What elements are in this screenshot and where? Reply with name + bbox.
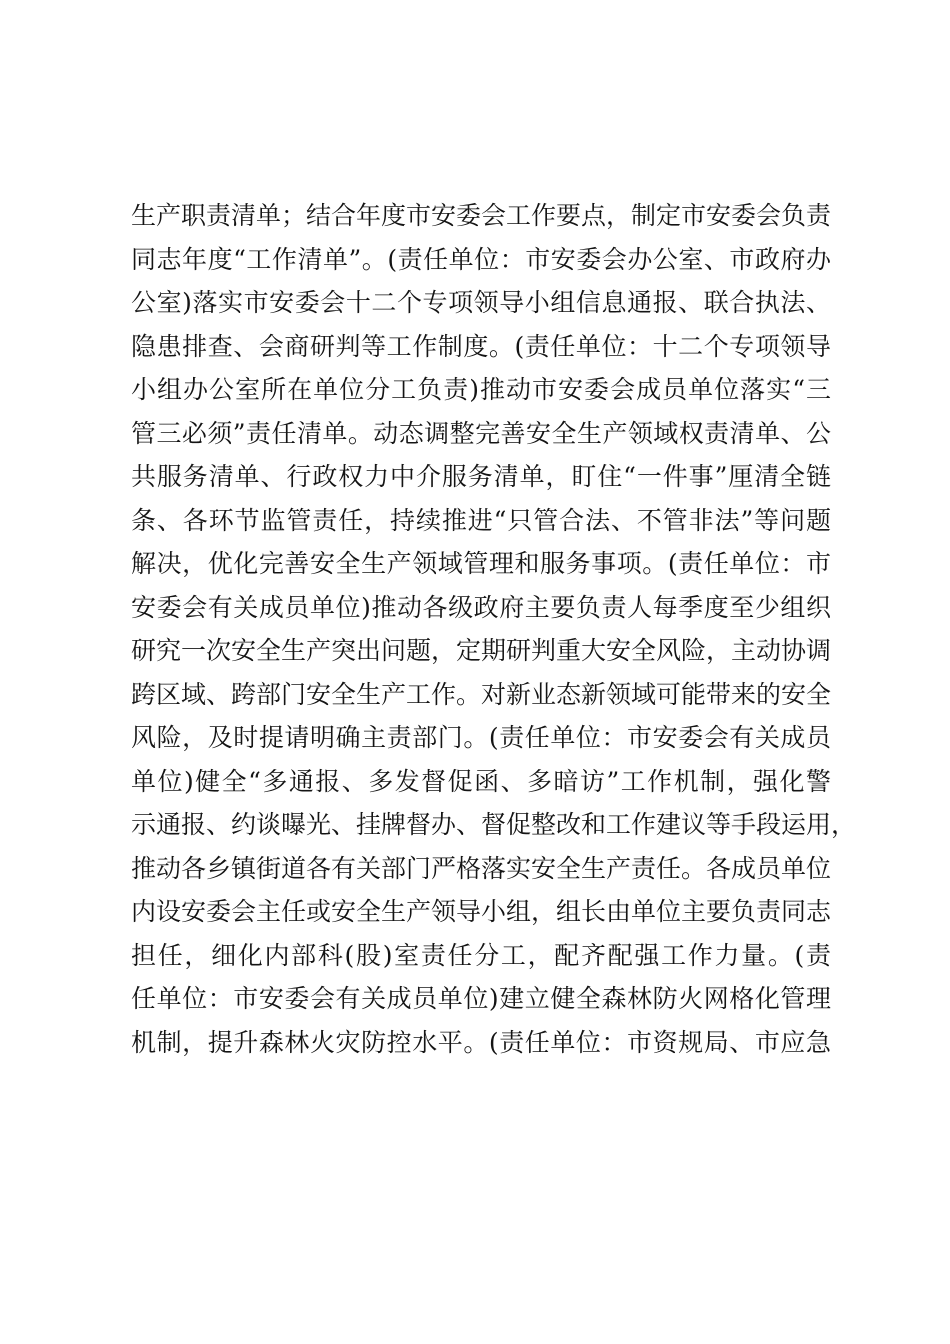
text-line: 管三必须”责任清单。动态调整完善安全生产领域权责清单、公 — [131, 418, 831, 448]
text-line: 单位)健全“多通报、多发督促函、多暗访”工作机制，强化警 — [131, 766, 831, 796]
text-line: 共服务清单、行政权力中介服务清单，盯住“一件事”厘清全链 — [131, 462, 831, 491]
text-line: 担任，细化内部科(股)室责任分工，配齐配强工作力量。(责 — [131, 940, 831, 970]
text-line: 示通报、约谈曝光、挂牌督办、督促整改和工作建议等手段运用， — [131, 810, 857, 839]
body-paragraph — [131, 194, 857, 1064]
text-line: 风险，及时提请明确主责部门。(责任单位：市安委会有关成员 — [131, 723, 831, 752]
text-line: 推动各乡镇街道各有关部门严格落实安全生产责任。各成员单位 — [131, 853, 832, 883]
text-line: 任单位：市安委会有关成员单位)建立健全森林防火网格化管理 — [131, 984, 831, 1013]
text-line: 机制，提升森林火灾防控水平。(责任单位：市资规局、市应急 — [131, 1027, 831, 1057]
text-line: 生产职责清单；结合年度市安委会工作要点，制定市安委会负责 — [131, 201, 832, 230]
text-line: 解决，优化完善安全生产领域管理和服务事项。(责任单位：市 — [131, 549, 831, 578]
text-line: 条、各环节监管责任，持续推进“只管合法、不管非法”等问题 — [131, 505, 831, 535]
text-line: 跨区域、跨部门安全生产工作。对新业态新领域可能带来的安全 — [131, 679, 832, 709]
text-line: 隐患排查、会商研判等工作制度。(责任单位：十二个专项领导 — [131, 331, 831, 361]
text-line: 安委会有关成员单位)推动各级政府主要负责人每季度至少组织 — [131, 592, 831, 622]
text-line: 同志年度“工作清单”。(责任单位：市安委会办公室、市政府办 — [131, 244, 831, 274]
text-line: 内设安委会主任或安全生产领导小组，组长由单位主要负责同志 — [131, 897, 832, 926]
text-line: 研究一次安全生产突出问题，定期研判重大安全风险，主动协调 — [131, 636, 832, 665]
text-line: 小组办公室所在单位分工负责)推动市安委会成员单位落实“三 — [131, 375, 831, 404]
text-line: 公室)落实市安委会十二个专项领导小组信息通报、联合执法、 — [131, 288, 831, 317]
